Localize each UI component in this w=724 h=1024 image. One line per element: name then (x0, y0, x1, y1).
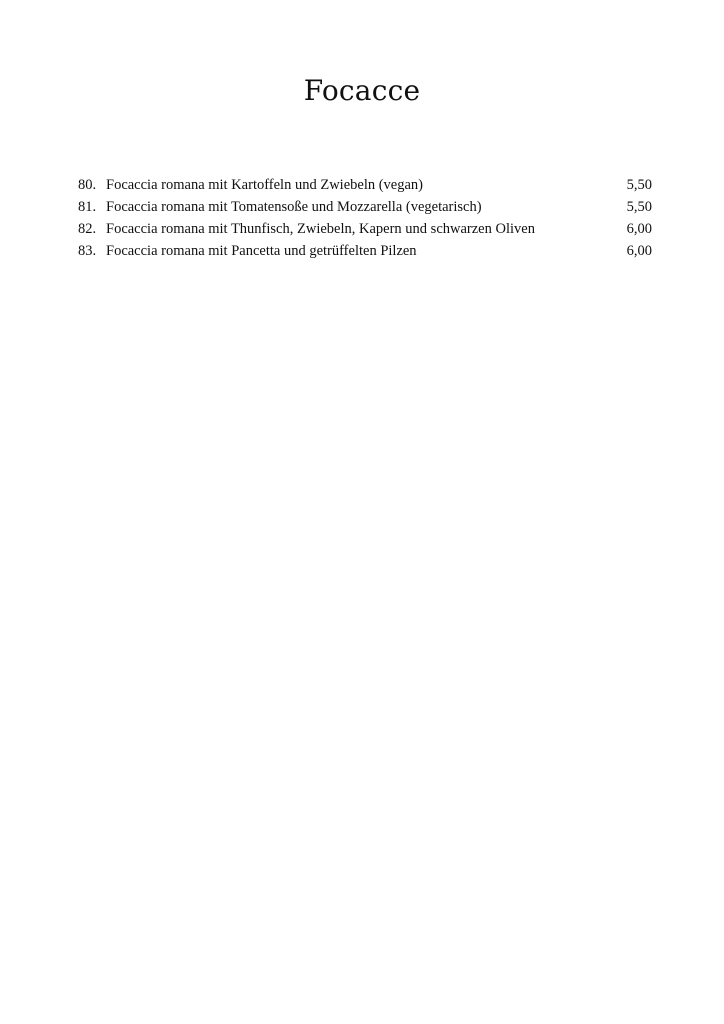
item-number: 83. (78, 243, 97, 259)
item-price: 6,00 (626, 221, 652, 237)
item-price: 5,50 (626, 177, 652, 193)
item-number: 82. (78, 221, 97, 237)
menu-item (78, 220, 652, 239)
menu-item (78, 176, 652, 195)
item-name: Focaccia romana mit Kartoffeln und Zwiebeln (vegan) (106, 177, 423, 193)
menu-list (78, 176, 652, 264)
item-price: 6,00 (626, 243, 652, 259)
item-name: Focaccia romana mit Pancetta und getrüffelten Pilzen (106, 243, 417, 259)
item-number: 80. (78, 177, 97, 193)
item-name: Focaccia romana mit Tomatensoße und Mozzarella (vegetarisch) (106, 199, 482, 215)
menu-item (78, 198, 652, 217)
item-price: 5,50 (626, 199, 652, 215)
page-title: Focacce (303, 74, 421, 107)
item-name: Focaccia romana mit Thunfisch, Zwiebeln, Kapern und schwarzen Oliven (106, 221, 535, 237)
menu-item (78, 242, 652, 261)
item-number: 81. (78, 199, 97, 215)
